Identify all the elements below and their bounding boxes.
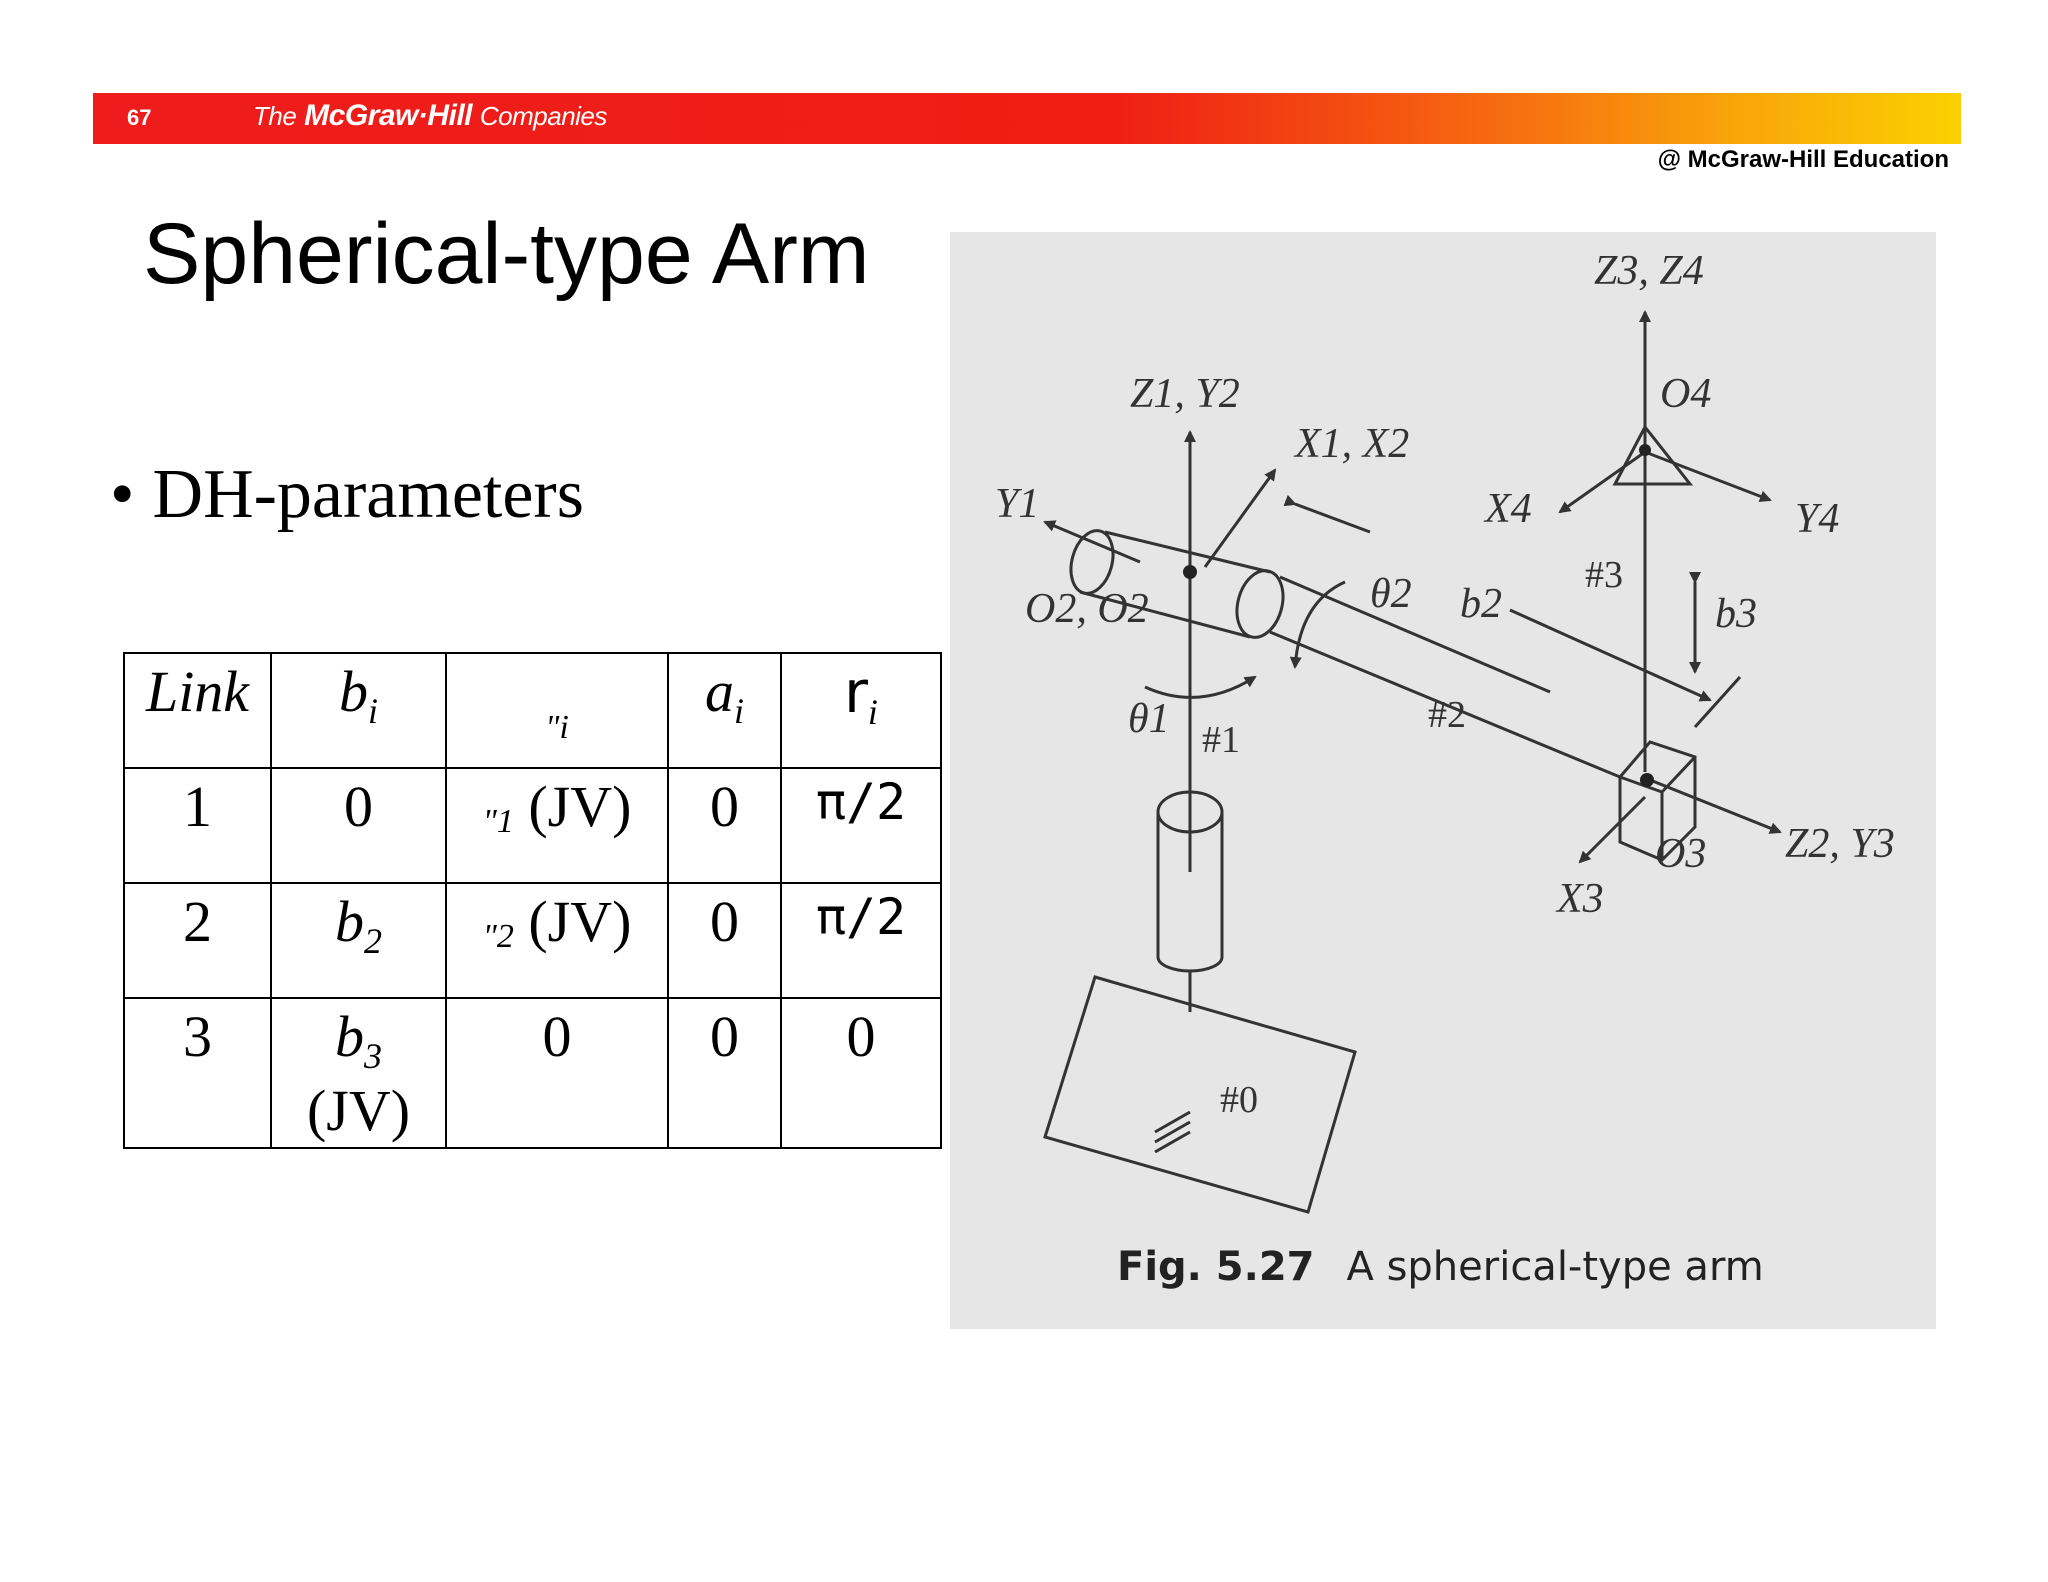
label-o3: O3 xyxy=(1655,831,1707,877)
label-hash0: #0 xyxy=(1220,1079,1258,1121)
label-x1x2: X1, X2 xyxy=(1295,421,1410,467)
label-theta1: θ1 xyxy=(1128,696,1170,742)
cell-theta: "2 (JV) xyxy=(446,883,668,998)
cell-b: $b_3$ (JV) xyxy=(271,998,446,1148)
label-z1y2: Z1, Y2 xyxy=(1130,371,1240,417)
label-o4: O4 xyxy=(1660,371,1712,417)
label-o2o2: O2, O2 xyxy=(1025,586,1149,632)
base-plate xyxy=(1045,977,1355,1212)
header-link: Link xyxy=(124,653,271,768)
cell-a: 0 xyxy=(668,883,781,998)
label-x4: X4 xyxy=(1485,486,1532,532)
label-x3: X3 xyxy=(1557,876,1604,922)
table-header-row xyxy=(124,653,941,768)
cell-link: 1 xyxy=(124,768,271,883)
cell-a: 0 xyxy=(668,768,781,883)
figure-caption-text: A spherical-type arm xyxy=(1346,1244,1764,1290)
brand-name: McGraw·Hill xyxy=(304,99,473,132)
cell-alpha: 0 xyxy=(781,998,941,1148)
label-b2: b2 xyxy=(1460,581,1502,627)
header-alpha: $r_i$ xyxy=(781,653,941,768)
spherical-arm-figure xyxy=(950,232,1936,1329)
header-theta: "i xyxy=(446,653,668,768)
label-y1: Y1 xyxy=(995,481,1040,527)
table-row xyxy=(124,768,941,883)
figure-number: Fig. 5.27 xyxy=(1117,1244,1315,1290)
bullet-text: DH-parameters xyxy=(152,456,584,533)
label-z2y3: Z2, Y3 xyxy=(1785,821,1895,867)
origin-o2-dot xyxy=(1183,565,1197,579)
origin-o4-dot xyxy=(1639,444,1651,456)
cell-a: 0 xyxy=(668,998,781,1148)
label-y4: Y4 xyxy=(1795,496,1840,542)
brand-logo xyxy=(253,99,607,133)
origin-o3-dot xyxy=(1640,773,1654,787)
bullet-item xyxy=(110,455,584,535)
cell-link: 3 xyxy=(124,998,271,1148)
cell-link: 2 xyxy=(124,883,271,998)
label-hash3: #3 xyxy=(1585,554,1623,596)
cell-alpha: π/2 xyxy=(781,768,941,883)
table-row xyxy=(124,998,941,1148)
figure-caption xyxy=(1117,1244,1764,1290)
cell-alpha: π/2 xyxy=(781,883,941,998)
dh-parameter-table xyxy=(123,652,942,1149)
cell-theta: "1 (JV) xyxy=(446,768,668,883)
brand-companies: Companies xyxy=(479,101,607,131)
brand-the: The xyxy=(253,101,297,131)
cell-theta: 0 xyxy=(446,998,668,1148)
label-z3z4: Z3, Z4 xyxy=(1594,248,1704,294)
label-b3: b3 xyxy=(1715,591,1757,637)
slide-title: Spherical-type Arm xyxy=(143,206,870,302)
copyright-notice: @ McGraw-Hill Education xyxy=(1657,146,1949,173)
header-b: $b_i$ xyxy=(271,653,446,768)
header-banner xyxy=(93,93,1961,144)
bullet-dot-icon: • xyxy=(110,456,135,533)
label-hash1: #1 xyxy=(1202,719,1240,761)
header-a: $a_i$ xyxy=(668,653,781,768)
label-hash2: #2 xyxy=(1428,694,1466,736)
label-theta2: θ2 xyxy=(1370,571,1412,617)
arm-diagram xyxy=(950,232,1936,1329)
cell-b: $b_2$ xyxy=(271,883,446,998)
table-row xyxy=(124,883,941,998)
page-number: 67 xyxy=(127,105,152,130)
cell-b: 0 xyxy=(271,768,446,883)
